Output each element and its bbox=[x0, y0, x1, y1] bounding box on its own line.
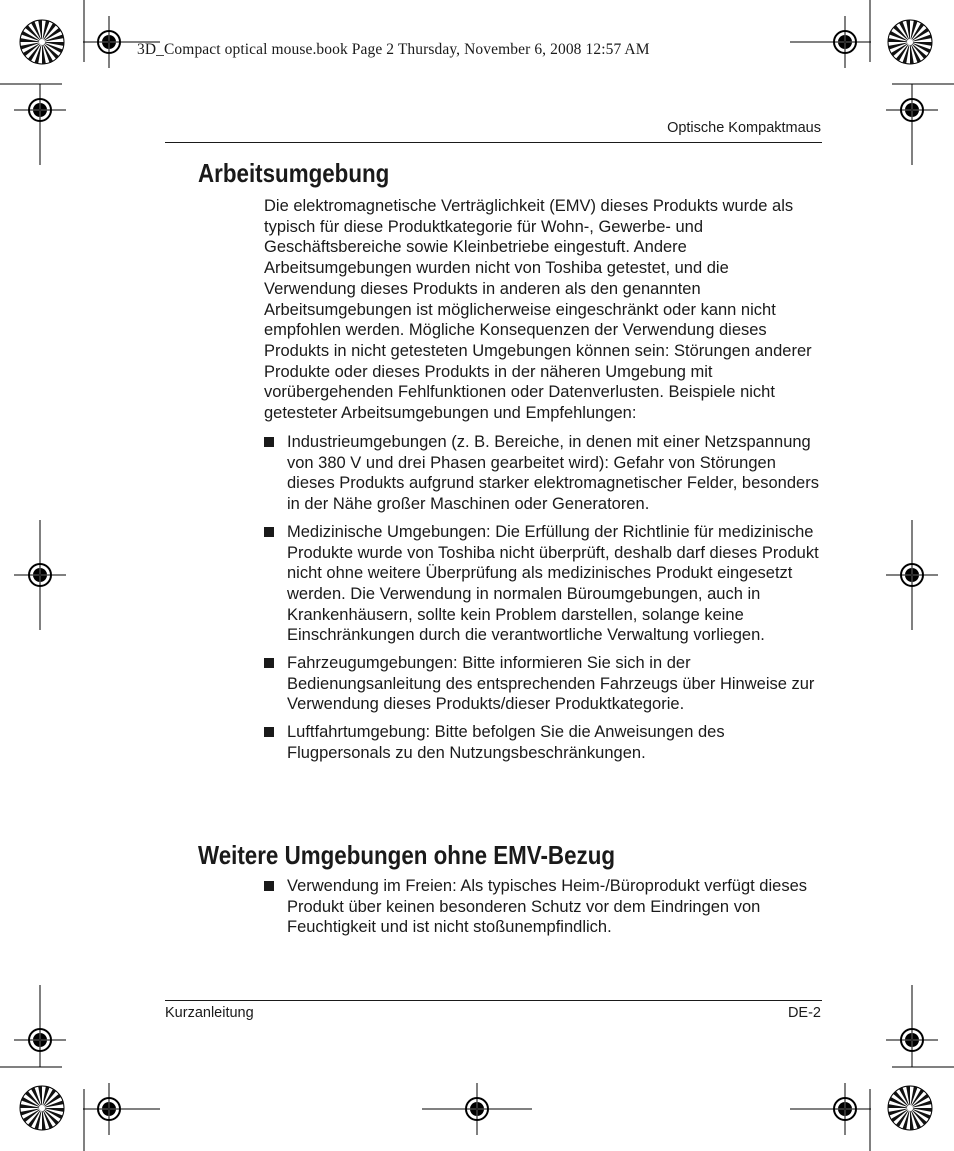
registration-mark-top-right bbox=[819, 16, 871, 68]
intro-paragraph: Die elektromagnetische Verträglichkeit (EMV) dieses Produkts wurde als typisch für diese Produktkategorie für Wohn-, Gewerbe- und Geschäftsbereiche sowie Kleinbetriebe eingestuft. Andere Arbeitsumgebungen wurden nicht von Toshiba getestet, und die Verwendung dieses Produkts in anderen als den genannten Arbeitsumgebungen ist möglicherweise eingeschränkt oder kann nicht empfohlen werden. Mögliche Konsequenzen der Verwendung dieses Produkts in nicht getesteten Umgebungen können sein: Störungen anderer Produkte oder dieses Produkts in der näheren Umgebung mit vorübergehenden Fehlfunktionen oder Datenverlusten. Beispiele nicht getesteter Arbeitsumgebungen und Empfehlungen: bbox=[264, 197, 812, 423]
black-square-icon bbox=[264, 727, 274, 737]
registration-mark-top-left bbox=[83, 16, 135, 68]
document-slug-line: 3D_Compact optical mouse.book Page 2 Thursday, November 6, 2008 12:57 AM bbox=[137, 41, 650, 58]
registration-mark-left-middle bbox=[14, 549, 66, 601]
list-item-text: Industrieumgebungen (z. B. Bereiche, in denen mit einer Netzspannung von 380 V und drei Phasen gearbeitet wird): Gefahr von Störungen dieses Produkts aufgrund starker elektromagnetischer Felder, besonders in der Nähe großer Maschinen oder Generatoren. bbox=[287, 433, 819, 514]
starburst-target-icon-bottom-left bbox=[20, 1086, 64, 1130]
non-emc-bullet-list bbox=[264, 876, 824, 945]
list-item-text: Luftfahrtumgebung: Bitte befolgen Sie die Anweisungen des Flugpersonals zu den Nutzungsbeschränkungen. bbox=[287, 723, 725, 762]
environment-bullet-list bbox=[264, 432, 824, 771]
registration-mark-right-upper bbox=[886, 84, 938, 136]
list-item bbox=[264, 876, 824, 938]
list-item-text: Fahrzeugumgebungen: Bitte informieren Sie sich in der Bedienungsanleitung des entsprechenden Fahrzeugs über Hinweise zur Verwendung dieses Produkts/dieser Produktkategorie. bbox=[287, 654, 815, 714]
section-heading-weitere-umgebungen: Weitere Umgebungen ohne EMV-Bezug bbox=[198, 840, 616, 870]
starburst-target-icon-bottom-right bbox=[888, 1086, 932, 1130]
section-heading-arbeitsumgebung: Arbeitsumgebung bbox=[198, 158, 390, 188]
list-item bbox=[264, 432, 824, 515]
registration-mark-left-lower bbox=[14, 1014, 66, 1066]
registration-mark-right-lower bbox=[886, 1014, 938, 1066]
black-square-icon bbox=[264, 881, 274, 891]
list-item-text: Verwendung im Freien: Als typisches Heim-/Büroprodukt verfügt dieses Produkt über keinen besonderen Schutz vor dem Eindringen von Feuchtigkeit und ist nicht stoßunempfindlich. bbox=[287, 877, 807, 937]
list-item bbox=[264, 522, 824, 646]
registration-mark-left-upper bbox=[14, 84, 66, 136]
registration-mark-bottom-center bbox=[451, 1083, 503, 1135]
black-square-icon bbox=[264, 527, 274, 537]
starburst-target-icon-top-left bbox=[20, 20, 64, 64]
footer-page-number: DE-2 bbox=[787, 1005, 821, 1021]
black-square-icon bbox=[264, 437, 274, 447]
list-item-text: Medizinische Umgebungen: Die Erfüllung der Richtlinie für medizinische Produkte wurde von Toshiba nicht überprüft, deshalb darf dieses Produkt nicht ohne weitere Überprüfung als medizinisches Produkt eingesetzt werden. Die Verwendung in normalen Büroumgebungen, auch in Krankenhäusern, sollte kein Problem darstellen, solange keine Einschränkungen durch die verantwortliche Verwaltung vorliegen. bbox=[287, 522, 819, 645]
running-header-title: Optische Kompaktmaus bbox=[667, 120, 821, 136]
list-item bbox=[264, 653, 824, 715]
list-item bbox=[264, 722, 824, 763]
footer-rule bbox=[165, 1000, 822, 1001]
starburst-target-icon-top-right bbox=[888, 20, 932, 64]
black-square-icon bbox=[264, 658, 274, 668]
registration-mark-bottom-right bbox=[819, 1083, 871, 1135]
registration-mark-bottom-left bbox=[83, 1083, 135, 1135]
footer-guide-title: Kurzanleitung bbox=[165, 1005, 254, 1021]
header-rule bbox=[165, 142, 822, 143]
registration-mark-right-middle bbox=[886, 549, 938, 601]
